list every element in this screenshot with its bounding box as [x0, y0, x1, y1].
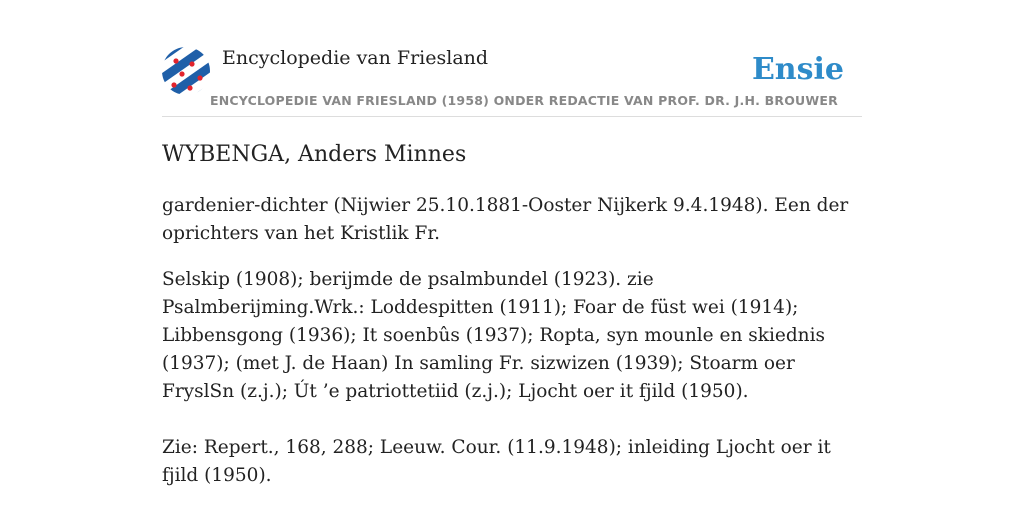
- article-paragraph-works: Selskip (1908); berijmde de psalmbundel (1923). zie Psalmberijming.Wrk.: Loddespitten (1911); Foar de füst wei (1914); Libbensgong (1936); It soenbûs (1937); Ropta, syn mounle en skiednis (1937); (met J. de Haan) In samling Fr. sizwizen (1939); Stoarm oer FryslSn (z.j.); Út ’e patriottetiid (z.j.); Ljocht oer it fjild (1950).: [162, 269, 825, 402]
- ensie-brand-logo[interactable]: Ensie: [751, 52, 844, 87]
- frisian-flag-icon[interactable]: [162, 47, 210, 95]
- site-header: [162, 40, 862, 117]
- encyclopedia-subtitle: ENCYCLOPEDIE VAN FRIESLAND (1958) ONDER REDACTIE VAN PROF. DR. J.H. BROUWER: [210, 93, 838, 108]
- site-title[interactable]: Encyclopedie van Friesland: [222, 47, 489, 69]
- article-paragraph-intro: gardenier-dichter (Nijwier 25.10.1881-Ooster Nijkerk 9.4.1948). Een der oprichters van het Kristlik Fr.: [162, 195, 849, 244]
- article-title: WYBENGA, Anders Minnes: [162, 142, 467, 167]
- article: [162, 138, 862, 490]
- article-paragraph-references: Zie: Repert., 168, 288; Leeuw. Cour. (11.9.1948); inleiding Ljocht oer it fjild (1950).: [162, 437, 831, 486]
